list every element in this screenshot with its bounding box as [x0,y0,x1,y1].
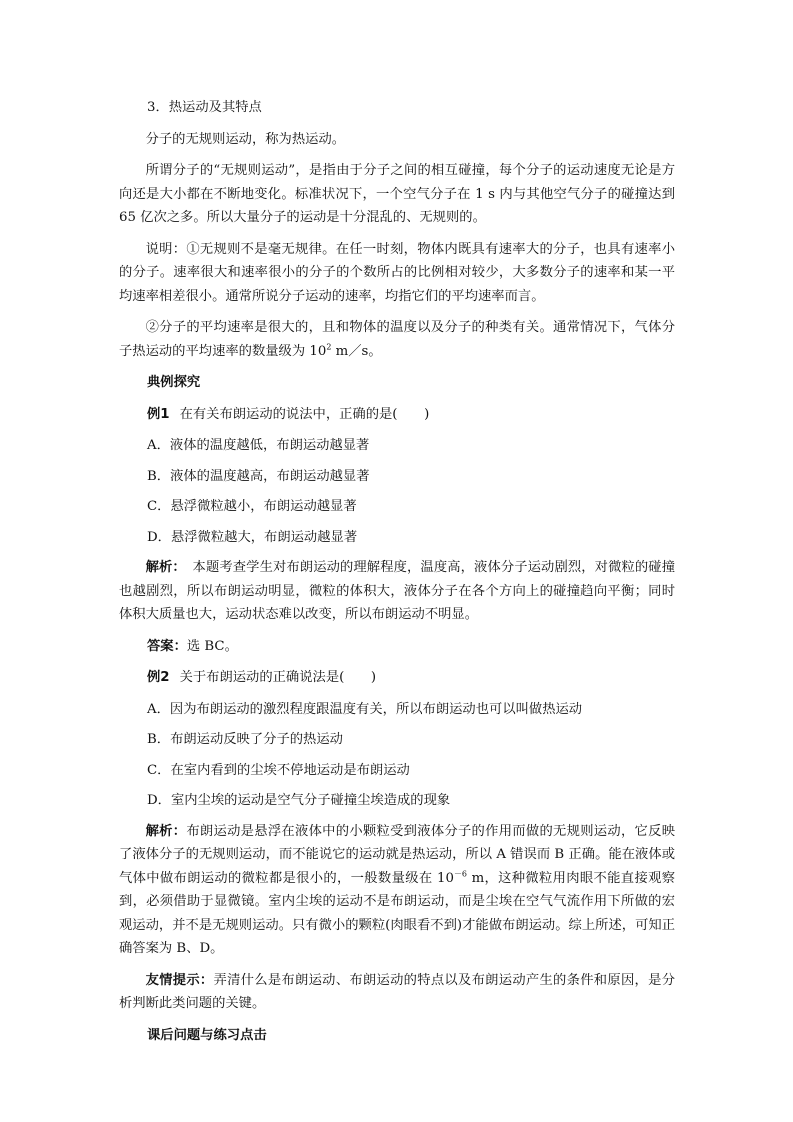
example2-option-c: C．在室内看到的尘埃不停地运动是布朗运动 [147,762,410,778]
document-body [119,96,675,1055]
example2-analysis-text-2: m，这种微粒用肉眼不能直接观察到，必须借助于显微镜。室内尘埃的运动不是布朗运动，而是尘埃在空气气流作用下所做的宏观运动，并不是无规则运动。只有微小的颗粒(肉眼看不到)才能做布朗运动。综上所述，可知正确答案为 B、D。 [119,870,675,956]
note-unit: m／s。 [331,343,382,359]
example2-exponent: －6 [453,869,468,879]
example1-analysis [119,556,675,627]
example1-answer-text: 选 BC。 [186,638,238,654]
example2-option-a: A．因为布朗运动的激烈程度跟温度有关，所以布朗运动也可以叫做热运动 [147,701,583,717]
example2-analysis [119,820,675,961]
tip-paragraph [119,969,675,1016]
example1-option-b: B．液体的温度越高，布朗运动越显著 [147,468,370,484]
example2-label: 例2 [147,670,170,685]
example1-analysis-text: 本题考查学生对布朗运动的理解程度，温度高，液体分子运动剧烈，对微粒的碰撞也越剧烈，所以布朗运动明显，微粒的体积大，液体分子在各个方向上的碰撞趋向平衡；同时体积大质量也大，运动状态难以改变，所以布朗运动不明显。 [119,560,675,622]
paragraph-random-motion: 所谓分子的“无规则运动”，是指由于分子之间的相互碰撞，每个分子的运动速度无论是方向还是大小都在不断地变化。标准状况下，一个空气分子在 1 s 内与其他空气分子的碰撞达到 65 亿次之多。所以大量分子的运动是十分混乱的、无规则的。 [119,163,675,225]
example2-question [119,666,675,690]
example2-analysis-label: 解析： [145,823,187,839]
definition-paragraph: 分子的无规则运动，称为热运动。 [145,131,346,147]
note-label: 说明： [145,241,187,257]
example1-option-c: C．悬浮微粒越小，布朗运动越显著 [147,499,357,514]
tip-label: 友情提示： [145,972,214,988]
note-exponent: 2 [326,342,332,352]
example1-answer-label: 答案： [147,638,187,654]
examples-heading: 典例探究 [147,375,201,390]
tip-text: 弄清什么是布朗运动、布朗运动的特点以及布朗运动产生的条件和原因，是分析判断此类问题的关键。 [119,972,676,1011]
example1-question-text: 在有关布朗运动的说法中，正确的是( ) [179,406,430,422]
section-title: 3．热运动及其特点 [147,100,262,115]
note-paragraph-1 [119,238,675,309]
example1-answer [119,635,675,659]
example1-option-a: A．液体的温度越低，布朗运动越显著 [147,438,370,453]
example1-analysis-label: 解析： [145,560,180,575]
note-paragraph-2 [119,316,675,363]
note-text-2: ②分子的平均速率是很大的，且和物体的温度以及分子的种类有关。通常情况下，气体分子热运动的平均速率的数量级为 10 [119,320,675,359]
example2-question-text: 关于布朗运动的正确说法是( ) [179,670,377,685]
example1-label: 例1 [147,406,170,422]
example1-question [119,403,675,427]
example2-analysis-text-1: 布朗运动是悬浮在液体中的小颗粒受到液体分子的作用而做的无规则运动，它反映了液体分子的无规则运动，而不能说它的运动就是热运动，所以 A 错误而 B 正确。能在液体或气体中做布朗运动的微粒都是很小的，一般数量级在 10 [119,823,676,886]
example2-option-d: D．室内尘埃的运动是空气分子碰撞尘埃造成的现象 [147,793,451,808]
example1-option-d: D．悬浮微粒越大，布朗运动越显著 [147,529,358,545]
after-class-heading: 课后问题与练习点击 [147,1027,267,1043]
note-text-1: ①无规则不是毫无规律。在任一时刻，物体内既具有速率大的分子，也具有速率小的分子。速率很大和速率很小的分子的个数所占的比例相对较少，大多数分子的速率和某一平均速率相差很小。通常所说分子运动的速率，均指它们的平均速率而言。 [119,241,676,304]
example2-option-b: B．布朗运动反映了分子的热运动 [147,732,343,747]
